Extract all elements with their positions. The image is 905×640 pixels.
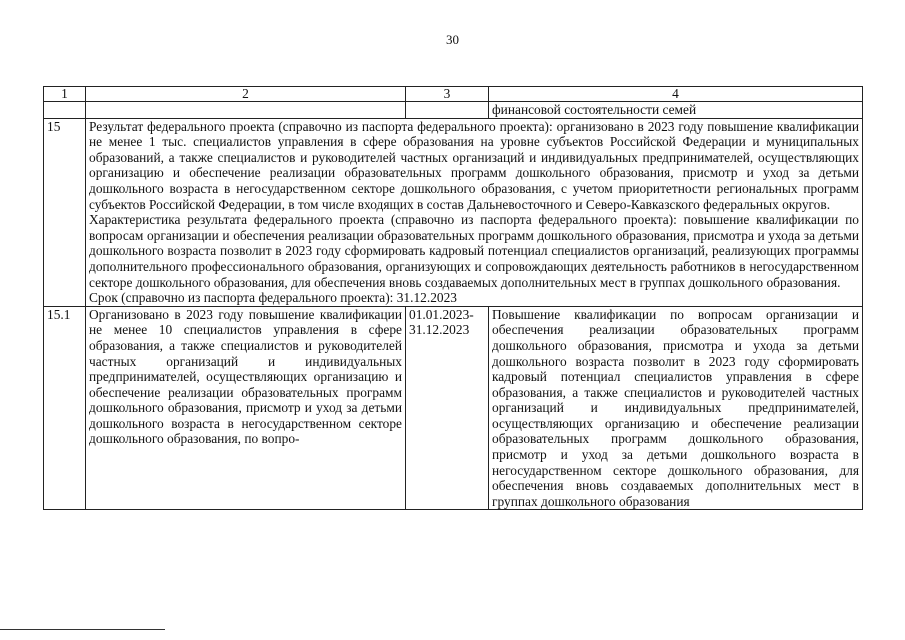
continuation-cell-1 <box>44 102 86 119</box>
federal-project-result-characteristic: Характеристика результата федерального проекта (справочно из паспорта федерального проекта): повышение квалификации по вопросам организации и обеспечения реализации образовательных программ дошкольного образования, присмотра и ухода за детьми дошкольного возраста позволит в 2023 году сформировать кадровый потенциал специалистов организаций, реализующих программы дополнительного профессионального образования, организующих и сопровождающих деятельность работников в негосударственном секторе дошкольного образования, для обеспечения вновь создаваемых дополнительных мест в группах дошкольного образования. <box>89 212 859 290</box>
result-description-cell: Организовано в 2023 году повышение квалификации не менее 10 специалистов управления в сфере образования, а также специалистов и руководителей частных организаций и индивидуальных предпринимателей, осуществляющих организацию и обеспечение реализации образовательных программ дошкольного образования, присмотр и уход за детьми дошкольного возраста в негосударственном секторе дошкольного образования, по вопро- <box>86 306 406 510</box>
header-cell-1: 1 <box>44 87 86 102</box>
result-characteristic-cell: Повышение квалификации по вопросам организации и обеспечения реализации образовательных программ дошкольного образования, присмотра и ухода за детьми дошкольного возраста позволит в 2023 году сформировать кадровый потенциал специалистов управления в сфере образования, а также специалистов и руководителей частных организаций и индивидуальных предпринимателей, осуществляющих организацию и обеспечение реализации образовательных программ дошкольного образования, присмотр и уход за детьми дошкольного возраста в негосударственном секторе дошкольного образования, для обеспечения вновь создаваемых дополнительных мест в группах дошкольного образования <box>489 306 863 510</box>
continuation-cell-4: финансовой состоятельности семей <box>489 102 863 119</box>
federal-project-result-text: Результат федерального проекта (справочно из паспорта федерального проекта): организовано в 2023 году повышение квалификации не менее 1 тыс. специалистов управления в сфере образования на уровне субъектов Российской Федерации и муниципальных образований, а также специалистов и руководителей частных организаций и индивидуальных предпринимателей, осуществляющих организацию и обеспечение реализации образовательных программ дошкольного образования, присмотр и уход за детьми дошкольного возраста в негосударственном секторе дошкольного образования, с учетом приоритетности региональных программ субъектов Российской Федерации, в том числе входящих в состав Дальневосточного и Северо-Кавказского федеральных округов. <box>89 118 859 212</box>
continuation-cell-2 <box>86 102 406 119</box>
plan-table <box>43 86 863 510</box>
row-number-15: 15 <box>44 118 86 306</box>
table-row-15 <box>44 118 863 306</box>
table-row-15-1 <box>44 306 863 510</box>
federal-project-result-cell <box>86 118 863 306</box>
table-header-row <box>44 87 863 102</box>
continuation-cell-3 <box>406 102 489 119</box>
federal-project-deadline: Срок (справочно из паспорта федерального проекта): 31.12.2023 <box>89 290 457 306</box>
start-date: 01.01.2023- <box>409 306 474 322</box>
footnote-separator <box>0 629 165 630</box>
header-cell-3: 3 <box>406 87 489 102</box>
table-row-continuation <box>44 102 863 119</box>
header-cell-2: 2 <box>86 87 406 102</box>
dates-cell <box>406 306 489 510</box>
row-number-15-1: 15.1 <box>44 306 86 510</box>
page-number: 30 <box>446 32 459 47</box>
header-cell-4: 4 <box>489 87 863 102</box>
end-date: 31.12.2023 <box>409 322 470 338</box>
